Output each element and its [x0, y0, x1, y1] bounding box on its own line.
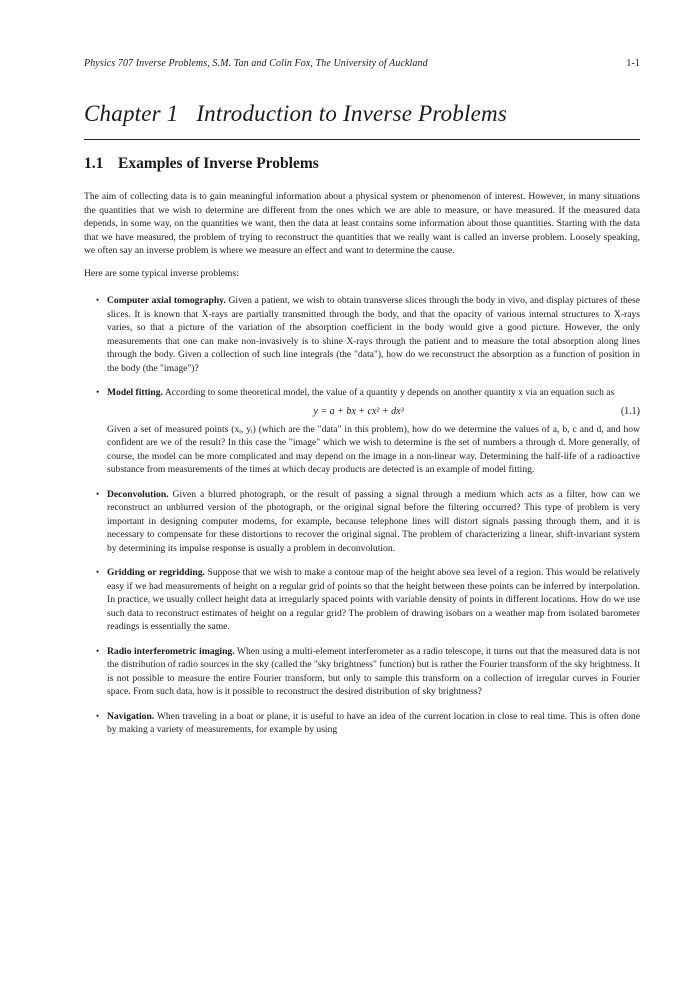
example-term: Deconvolution. [107, 488, 169, 500]
section-number: 1.1 [84, 155, 104, 172]
bullet-icon: • [96, 387, 100, 397]
bullet-icon: • [96, 488, 100, 499]
example-paragraph [107, 294, 640, 375]
chapter-label: Chapter 1 [84, 101, 179, 126]
page-number: 1-1 [626, 58, 640, 69]
example-term: Model fitting. [107, 387, 163, 398]
example-text: When traveling in a boat or plane, it is useful to have an idea of the current location in close to real time. This is often done by making a variety of measurements, for example by using [107, 710, 640, 735]
example-text: Given a patient, we wish to obtain transverse slices through the body in vivo, and display pictures of these slices. It is known that X-rays are partially transmitted through the body, and that the opacity of various internal structures to X-rays varies, so that a picture of the variation of the absorption coefficient in the body would give a good picture. However, the only measurements that one can make non-invasively is to shine X-rays through the patient and to measure the total absorption along lines through the body. Given a collection of such line integrals (the "data"), how do we reconstruct the absorption as a function of position in the body (the "image")? [107, 295, 640, 374]
examples-list [84, 294, 640, 737]
example-text: Suppose that we wish to make a contour map of the height above sea level of a region. This would be relatively easy if we had measurements of height on a regular grid of points so that the height between these points can be inferred by interpolation. In practice, we usually collect height data at irregularly spaced points with variable density of points in different locations. How do we use such data to reconstruct estimates of height on a regular grid? The problem of drawing isobars on a weather map from isolated barometer readings is essentially the same. [107, 567, 640, 632]
example-text: Given a blurred photograph, or the result of passing a signal through a medium which acts as a filter, how can we reconstruct an unblurred version of the photograph, or the original signal before the filtering occurred? This type of problem is very important in designing computer modems, for example, because telephone lines will distort signals passing through them, and it is necessary to compensate for these distortions to recover the original signal. The problem of characterizing a linear, shift-invariant system by determining its impulse response is usually a problem in deconvolution. [107, 488, 640, 554]
chapter-rule [84, 139, 640, 140]
bullet-icon: • [96, 295, 100, 305]
example-term: Radio interferometric imaging. [107, 645, 235, 657]
page [84, 58, 640, 748]
example-term: Computer axial tomography. [107, 295, 226, 306]
intro-paragraph: The aim of collecting data is to gain meaningful information about a physical system or phenomenon of interest. However, in many situations the quantities that we wish to determine are different from the ones which we are able to measure, or have measured. If the measured data depends, in some way, on the quantities we want, then the data at least contains some information about those quantities. Starting with the data that we have measured, the problem of trying to reconstruct the quantities that we really want is called an inverse problem. Loosely speaking, we often say an inverse problem is where we measure an effect and want to determine the cause. [84, 191, 640, 256]
example-paragraph [107, 566, 640, 634]
bullet-icon: • [96, 710, 100, 721]
bullet-icon: • [96, 567, 100, 577]
section-title [84, 155, 640, 173]
example-ct [84, 294, 640, 375]
example-deconvolution [84, 488, 640, 556]
example-text: When using a multi-element interferometer as a radio telescope, it turns out that the measured data is not the distribution of radio sources in the sky (called the "sky brightness" function) but is rather the Fourier transform of the sky brightness. It is not possible to measure the entire Fourier transform, but only to sample this transform on a collection of irregular curves in Fourier space. From such data, how is it possible to reconstruct the desired distribution of sky brightness? [107, 645, 640, 697]
bullet-icon: • [96, 645, 100, 656]
example-paragraph [107, 645, 640, 699]
chapter-title [84, 101, 640, 127]
example-text: According to some theoretical model, the value of a quantity y depends on another quantity x via an equation such as [164, 387, 615, 398]
example-term: Navigation. [107, 710, 155, 722]
running-head [84, 58, 640, 69]
example-term: Gridding or regridding. [107, 567, 205, 578]
example-model-fitting [84, 386, 640, 477]
equation-row [107, 406, 640, 417]
example-paragraph-continued: Given a set of measured points (xᵢ, yᵢ) (which are the "data" in this problem), how do we determine the values of a, b, c and d, and how confident are we of the result? In this case the "image" which we wish to determine is the set of numbers a through d. More generally, of course, the model can be more complicated and may depend on the image in a non-linear way. Determining the half-life of a radioactive substance from measurements of the times at which decay products are detected is an example of model fitting. [107, 423, 640, 475]
example-paragraph [107, 710, 640, 737]
lead-sentence: Here are some typical inverse problems: [84, 267, 239, 279]
example-navigation [84, 710, 640, 737]
chapter-title-text: Introduction to Inverse Problems [196, 101, 507, 126]
example-paragraph [107, 386, 640, 400]
equation-number: (1.1) [620, 405, 640, 417]
running-head-text: Physics 707 Inverse Problems, S.M. Tan and Colin Fox, The University of Auckland [84, 58, 428, 69]
section-title-text: Examples of Inverse Problems [118, 155, 319, 172]
example-paragraph [107, 488, 640, 556]
example-radio-interferometry [84, 645, 640, 699]
equation: y = a + bx + cx² + dx³ [313, 405, 404, 417]
example-gridding [84, 566, 640, 634]
